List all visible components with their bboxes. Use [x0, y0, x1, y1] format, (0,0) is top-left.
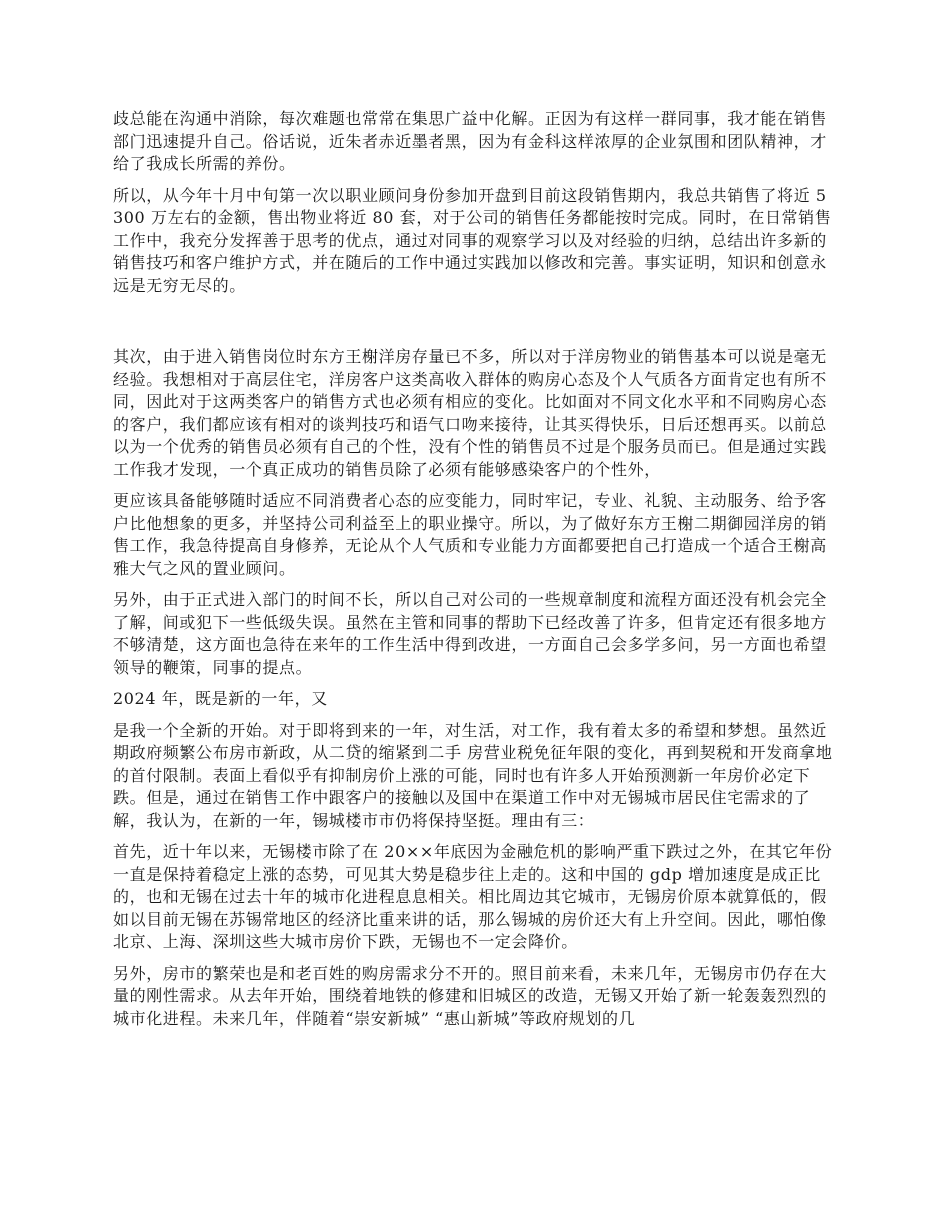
document-page	[113, 108, 837, 1039]
paragraph-new-start: 是我一个全新的开始。对于即将到来的一年，对生活，对工作，我有着太多的希望和梦想。虽然近期政府频繁公布房市新政，从二贷的缩紧到二手 房营业税免征年限的变化，再到契税和开发商拿地的首付限制。表面上看似乎有抑制房价上涨的可能，同时也有许多人开始预测新一年房价必定下跌。但是，通过在销售工作中跟客户的接触以及国中在渠道工作中对无锡城市居民住宅需求的了解，我认为，在新的一年，锡城楼市市仍将保持坚挺。理由有三：	[113, 720, 833, 830]
paragraph-improvement: 另外，由于正式进入部门的时间不长，所以自己对公司的一些规章制度和流程方面还没有机会完全了解，间或犯下一些低级失误。虽然在主管和同事的帮助下已经改善了许多，但肯定还有很多地方不够清楚，这方面也急待在来年的工作生活中得到改进，一方面自己会多学多问，另一方面也希望领导的鞭策，同事的提点。	[113, 590, 827, 677]
paragraph-adaptability: 更应该具备能够随时适应不同消费者心态的应变能力，同时牢记，专业、礼貌、主动服务、给予客户比他想象的更多，并坚持公司利益至上的职业操守。所以，为了做好东方王榭二期御园洋房的销售工作，我急待提高自身修养，无论从个人气质和专业能力方面都要把自己打造成一个适合王榭高雅大气之风的置业顾问。	[113, 491, 827, 578]
paragraph-reason-two: 另外，房市的繁荣也是和老百姓的购房需求分不开的。照目前来看，未来几年，无锡房市仍存在大量的刚性需求。从去年开始，围绕着地铁的修建和旧城区的改造，无锡又开始了新一轮轰轰烈烈的城市化进程。未来几年，伴随着“崇安新城” “惠山新城”等政府规划的几	[113, 963, 827, 1028]
paragraph-sales-results: 所以，从今年十月中旬第一次以职业顾问身份参加开盘到目前这段销售期内，我总共销售了将近 5300 万左右的金额，售出物业将近 80 套，对于公司的销售任务都能按时完成。同时，在日常销售工作中，我充分发挥善于思考的优点，通过对同事的观察学习以及对经验的归纳，总结出许多新的销售技巧和客户维护方式，并在随后的工作中通过实践加以修改和完善。事实证明，知识和创意永远是无穷无尽的。	[113, 185, 832, 295]
section-gap	[113, 306, 837, 346]
paragraph-villa-experience: 其次，由于进入销售岗位时东方王榭洋房存量已不多，所以对于洋房物业的销售基本可以说是毫无经验。我想相对于高层住宅，洋房客户这类高收入群体的购房心态及个人气质各方面肯定也有所不同，因此对于这两类客户的销售方式也必须有相应的变化。比如面对不同文化水平和不同购房心态的客户，我们都应该有相对的谈判技巧和语气口吻来接待，让其买得快乐，日后还想再买。以前总以为一个优秀的销售员必须有自己的个性，没有个性的销售员不过是个服务员而已。但是通过实践工作我才发现，一个真正成功的销售员除了必须有能够感染客户的个性外，	[113, 347, 827, 479]
paragraph-reason-one: 首先，近十年以来，无锡楼市除了在 20××年底因为金融危机的影响严重下跌过之外，在其它年份一直是保持着稳定上涨的态势，可见其大势是稳步往上走的。这和中国的 gdp 增加速度是成正比的，也和无锡在过去十年的城市化进程息息相关。相比周边其它城市，无锡房价原本就算低的，假如以目前无锡在苏锡常地区的经济比重来讲的话，那么锡城的房价还大有上升空间。因此，哪怕像北京、上海、深圳这些大城市房价下跌，无锡也不一定会降价。	[113, 842, 833, 951]
paragraph-new-year-heading: 2024 年，既是新的一年，又	[113, 689, 328, 708]
paragraph-colleagues: 歧总能在沟通中消除，每次难题也常常在集思广益中化解。正因为有这样一群同事，我才能在销售部门迅速提升自己。俗话说，近朱者赤近墨者黑，因为有金科这样浓厚的企业氛围和团队精神，才给了我成长所需的养份。	[113, 109, 827, 173]
